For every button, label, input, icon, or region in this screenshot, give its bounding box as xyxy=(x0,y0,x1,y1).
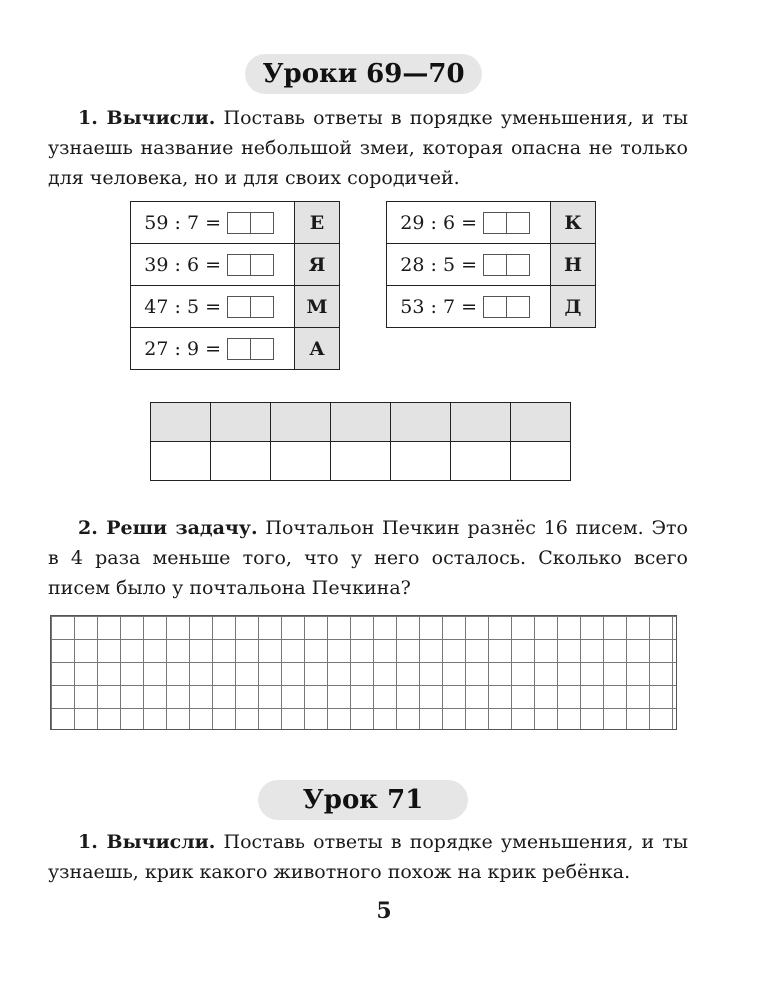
answer-grid-cell[interactable] xyxy=(211,403,271,442)
calc-expression: 39 : 6 = xyxy=(144,253,221,276)
answer-grid-cell[interactable] xyxy=(451,442,511,481)
calc-letter: Е xyxy=(295,202,340,244)
lesson71-task1-paragraph xyxy=(48,827,688,887)
answer-box[interactable] xyxy=(227,338,274,360)
calc-expression-cell xyxy=(387,244,551,286)
answer-grid xyxy=(150,402,571,481)
task1-text: Поставь ответы в порядке уменьшения, и ты узнаешь название небольшой змеи, которая опасна не только для человека, но и для своих сородичей. xyxy=(48,107,688,189)
answer-grid-cell[interactable] xyxy=(331,442,391,481)
task2-label: 2. Реши задачу. xyxy=(78,517,258,539)
calc-row xyxy=(387,202,596,244)
lesson71-task1-label: 1. Вычисли. xyxy=(78,831,216,853)
answer-box[interactable] xyxy=(483,212,530,234)
lesson71-task1-text: Поставь ответы в порядке уменьшения, и ты узнаешь, крик какого животного похож на крик ребёнка. xyxy=(48,831,688,883)
answer-grid-row xyxy=(151,442,571,481)
answer-box[interactable] xyxy=(227,254,274,276)
answer-grid-cell[interactable] xyxy=(151,442,211,481)
answer-grid-cell[interactable] xyxy=(271,442,331,481)
answer-box[interactable] xyxy=(483,254,530,276)
answer-grid-cell[interactable] xyxy=(151,403,211,442)
answer-grid-cell[interactable] xyxy=(211,442,271,481)
calc-expression: 27 : 9 = xyxy=(144,337,221,360)
calc-expression-cell xyxy=(131,286,295,328)
page-number: 5 xyxy=(376,898,392,924)
answer-box[interactable] xyxy=(483,296,530,318)
calc-letter: Я xyxy=(295,244,340,286)
calc-letter: А xyxy=(295,328,340,370)
task1-paragraph xyxy=(48,103,688,193)
calc-letter: Д xyxy=(551,286,596,328)
calc-row xyxy=(131,202,340,244)
calc-expression-cell xyxy=(387,286,551,328)
calc-row xyxy=(131,328,340,370)
calc-row xyxy=(387,244,596,286)
calc-letter: К xyxy=(551,202,596,244)
left-calc-table xyxy=(130,201,340,370)
answer-grid-cell[interactable] xyxy=(511,403,571,442)
answer-grid-cell[interactable] xyxy=(511,442,571,481)
answer-grid-cell[interactable] xyxy=(331,403,391,442)
lesson-title-69-70: Уроки 69—70 xyxy=(245,54,482,94)
calc-letter: М xyxy=(295,286,340,328)
calc-row xyxy=(131,286,340,328)
calc-expression: 47 : 5 = xyxy=(144,295,221,318)
answer-box[interactable] xyxy=(227,296,274,318)
calc-expression-cell xyxy=(387,202,551,244)
calc-row xyxy=(387,286,596,328)
calc-row xyxy=(131,244,340,286)
calc-expression: 29 : 6 = xyxy=(400,211,477,234)
answer-grid-cell[interactable] xyxy=(391,442,451,481)
answer-grid-cell[interactable] xyxy=(271,403,331,442)
answer-box[interactable] xyxy=(227,212,274,234)
calc-expression: 59 : 7 = xyxy=(144,211,221,234)
calc-expression: 53 : 7 = xyxy=(400,295,477,318)
calc-letter: Н xyxy=(551,244,596,286)
right-calc-table xyxy=(386,201,596,328)
answer-grid-cell[interactable] xyxy=(451,403,511,442)
answer-grid-row xyxy=(151,403,571,442)
answer-grid-cell[interactable] xyxy=(391,403,451,442)
task2-text: Почтальон Печкин разнёс 16 писем. Это в 4 раза меньше того, что у него осталось. Сколько всего писем было у почтальона Печкина? xyxy=(48,517,688,599)
calc-expression-cell xyxy=(131,328,295,370)
graph-paper-workspace[interactable] xyxy=(50,615,677,730)
calc-expression-cell xyxy=(131,202,295,244)
task1-label: 1. Вычисли. xyxy=(78,107,216,129)
lesson-title-71: Урок 71 xyxy=(258,780,468,820)
task2-paragraph xyxy=(48,513,688,603)
calc-expression: 28 : 5 = xyxy=(400,253,477,276)
calc-expression-cell xyxy=(131,244,295,286)
